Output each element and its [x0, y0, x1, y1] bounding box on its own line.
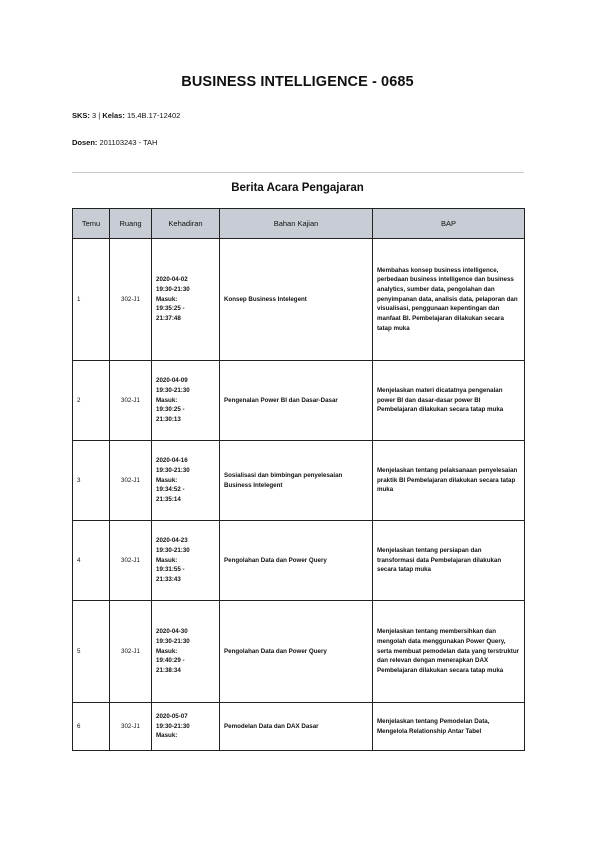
cell-ruang: 302-J1	[110, 361, 152, 441]
cell-bahan-kajian: Pengolahan Data dan Power Query	[220, 601, 373, 703]
page-title: BUSINESS INTELLIGENCE - 0685	[181, 74, 414, 90]
kehadiran-line: Masuk:	[156, 396, 178, 404]
cell-bahan-kajian: Pengolahan Data dan Power Query	[220, 521, 373, 601]
table-row	[73, 441, 525, 521]
header-temu: Temu	[73, 209, 110, 239]
cell-bap: Menjelaskan tentang pelaksanaan penyelesaian praktik BI Pembelajaran dilakukan secara tatap muka	[373, 441, 525, 521]
kehadiran-line: 2020-04-30	[156, 628, 188, 636]
kehadiran-line: 19:30-21:30	[156, 467, 190, 475]
kehadiran-line: 19:30-21:30	[156, 722, 190, 730]
table-row	[73, 703, 525, 751]
cell-kehadiran	[152, 703, 220, 751]
kehadiran-line: 19:35:25 -	[156, 305, 185, 313]
kehadiran-line: 19:30-21:30	[156, 286, 190, 294]
kehadiran-line: Masuk:	[156, 476, 178, 484]
cell-kehadiran	[152, 441, 220, 521]
kehadiran-line: 19:30:25 -	[156, 406, 185, 414]
header-kehadiran: Kehadiran	[152, 209, 220, 239]
kehadiran-line: 19:30-21:30	[156, 387, 190, 395]
table-row	[73, 521, 525, 601]
lecturer-info-line	[72, 138, 157, 147]
section-title: Berita Acara Pengajaran	[231, 182, 364, 194]
header-ruang: Ruang	[110, 209, 152, 239]
table-row	[73, 239, 525, 361]
table-row	[73, 601, 525, 703]
cell-bahan-kajian: Pengenalan Power BI dan Dasar-Dasar	[220, 361, 373, 441]
cell-kehadiran	[152, 361, 220, 441]
cell-kehadiran	[152, 521, 220, 601]
dosen-value: 201103243 - TAH	[99, 138, 158, 147]
cell-bap: Membahas konsep business intelligence, perbedaan business intelligence dan business analytics, sumber data, pengolahan dan penyimpanan data, analisis data, pelaporan dan visualisasi, penggunaan kepentingan dan manfaat BI. Pembelajaran dilakukan secara tatap muka	[373, 239, 525, 361]
cell-ruang: 302-J1	[110, 521, 152, 601]
kehadiran-line: 2020-04-09	[156, 377, 188, 385]
kehadiran-line: 21:38:34	[156, 666, 181, 674]
kehadiran-line: 2020-04-02	[156, 276, 188, 284]
kehadiran-line: 2020-04-16	[156, 457, 188, 465]
cell-temu: 2	[73, 361, 110, 441]
header-bap: BAP	[373, 209, 525, 239]
cell-bap: Menjelaskan tentang membersihkan dan mengolah data menggunakan Power Query, serta membuat pemodelan data yang terstruktur dan relevan dengan menerapkan DAX Pembelajaran dilakukan secara tatap muka	[373, 601, 525, 703]
cell-temu: 1	[73, 239, 110, 361]
cell-temu: 4	[73, 521, 110, 601]
cell-temu: 6	[73, 703, 110, 751]
kelas-label: Kelas:	[102, 111, 125, 120]
divider	[72, 172, 524, 173]
table-row	[73, 361, 525, 441]
dosen-label: Dosen:	[72, 138, 98, 147]
kehadiran-line: Masuk:	[156, 732, 178, 740]
cell-kehadiran	[152, 601, 220, 703]
cell-bahan-kajian: Pemodelan Data dan DAX Dasar	[220, 703, 373, 751]
kehadiran-line: Masuk:	[156, 295, 178, 303]
kelas-value: 15.4B.17-12402	[126, 111, 181, 120]
sks-label: SKS:	[72, 111, 90, 120]
kehadiran-line: 21:35:14	[156, 495, 181, 503]
table-body	[73, 239, 525, 751]
kehadiran-line: 21:37:48	[156, 314, 181, 322]
teaching-record-table	[72, 208, 525, 751]
kehadiran-line: 21:33:43	[156, 575, 181, 583]
cell-bap: Menjelaskan tentang persiapan dan transformasi data Pembelajaran dilakukan secara tatap muka	[373, 521, 525, 601]
kehadiran-line: 19:31:55 -	[156, 566, 185, 574]
cell-bahan-kajian: Sosialisasi dan bimbingan penyelesaian Business Intelegent	[220, 441, 373, 521]
table-header-row	[73, 209, 525, 239]
kehadiran-line: 19:34:52 -	[156, 486, 185, 494]
separator: |	[98, 111, 101, 120]
cell-ruang: 302-J1	[110, 239, 152, 361]
cell-temu: 3	[73, 441, 110, 521]
cell-kehadiran	[152, 239, 220, 361]
cell-ruang: 302-J1	[110, 441, 152, 521]
kehadiran-line: Masuk:	[156, 556, 178, 564]
cell-bahan-kajian: Konsep Business Intelegent	[220, 239, 373, 361]
cell-ruang: 302-J1	[110, 601, 152, 703]
kehadiran-line: 2020-04-23	[156, 537, 188, 545]
header-bahan-kajian: Bahan Kajian	[220, 209, 373, 239]
cell-temu: 5	[73, 601, 110, 703]
kehadiran-line: 2020-05-07	[156, 713, 188, 721]
kehadiran-line: 19:30-21:30	[156, 638, 190, 646]
cell-bap: Menjelaskan materi dicatatnya pengenalan power BI dan dasar-dasar power BI Pembelajaran dilakukan secara tatap muka	[373, 361, 525, 441]
kehadiran-line: 21:30:13	[156, 415, 181, 423]
kehadiran-line: 19:30-21:30	[156, 547, 190, 555]
course-info-line	[72, 111, 180, 120]
cell-bap: Menjelaskan tentang Pemodelan Data, Mengelola Relationship Antar Tabel	[373, 703, 525, 751]
sks-value: 3	[92, 111, 97, 120]
kehadiran-line: Masuk:	[156, 647, 178, 655]
kehadiran-line: 19:40:29 -	[156, 657, 185, 665]
cell-ruang: 302-J1	[110, 703, 152, 751]
